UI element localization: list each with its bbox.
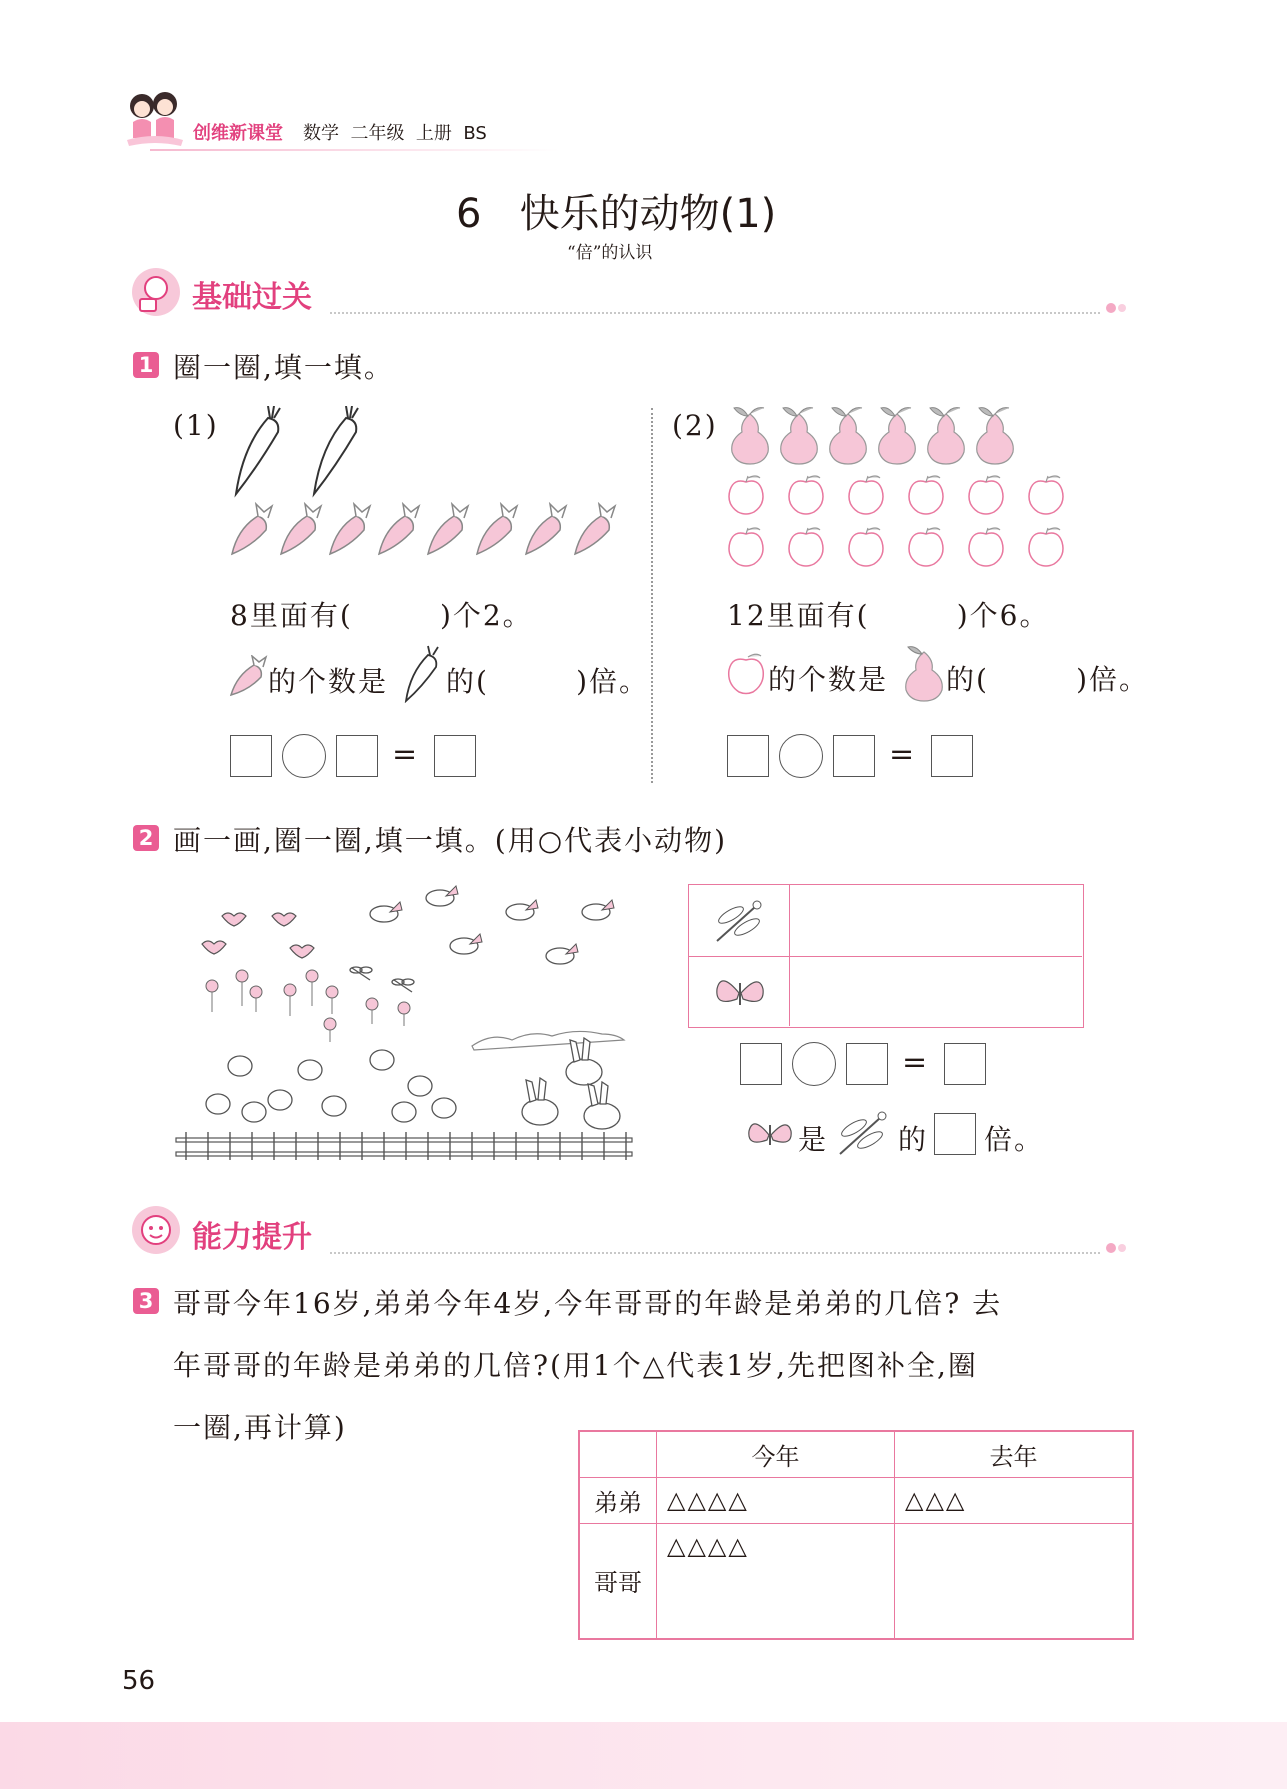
answer-box[interactable] <box>727 735 769 777</box>
pears-illustration <box>726 404 1026 466</box>
radishes-illustration <box>228 406 378 498</box>
bottom-decoration-band <box>0 1722 1287 1789</box>
section-basic-icon <box>130 266 182 318</box>
q1-part2-line2a: 的个数是 <box>768 663 889 696</box>
answer-box[interactable] <box>931 735 973 777</box>
operator-circle[interactable] <box>779 734 823 778</box>
pear-icon <box>900 644 946 702</box>
section-advanced-title: 能力提升 <box>192 1220 312 1255</box>
q1-prompt: 圈一圈,填一填。 <box>173 351 394 384</box>
radish-icon <box>400 645 442 703</box>
table-header: 去年 <box>895 1431 1134 1477</box>
header-underline <box>150 149 560 151</box>
answer-box[interactable] <box>336 735 378 777</box>
q1-part2-label: (2) <box>672 409 718 442</box>
q2-sentence-a: 是 <box>798 1123 829 1156</box>
q1-part1-label: (1) <box>173 409 219 442</box>
carrot-icon <box>228 655 268 699</box>
q1-part1-line2a: 的个数是 <box>268 665 389 698</box>
table-row-label: 弟弟 <box>579 1477 657 1523</box>
operator-circle[interactable] <box>792 1042 836 1086</box>
answer-box[interactable] <box>944 1043 986 1085</box>
operator-circle[interactable] <box>282 734 326 778</box>
dragonfly-icon <box>834 1110 892 1158</box>
animals-scene-illustration <box>172 876 642 1166</box>
equals-sign: = <box>889 737 915 772</box>
q1-parts-divider <box>651 408 653 783</box>
apples-illustration <box>726 474 1076 570</box>
q1-part1-line2b: 的( )倍。 <box>446 665 650 698</box>
equals-sign: = <box>392 737 418 772</box>
answer-box[interactable] <box>934 1113 976 1155</box>
answer-box[interactable] <box>230 735 272 777</box>
q2-sentence-b: 的 <box>898 1123 929 1156</box>
q1-part2-line1: 12里面有( )个6。 <box>727 599 1050 632</box>
lesson-subtitle: “倍”的认识 <box>567 243 653 263</box>
section-advanced-icon <box>130 1204 182 1256</box>
table-cell: △△△ <box>895 1477 1134 1523</box>
table-corner <box>579 1431 657 1477</box>
dragonfly-icon <box>709 897 769 945</box>
table-cell: △△△△ <box>657 1477 895 1523</box>
table-header: 今年 <box>657 1431 895 1477</box>
section-advanced-divider <box>330 1252 1100 1254</box>
section-basic-divider <box>330 312 1100 314</box>
section-basic-title: 基础过关 <box>192 280 312 315</box>
apple-icon <box>726 652 766 696</box>
carrots-illustration <box>228 502 628 558</box>
answer-box[interactable] <box>740 1043 782 1085</box>
q3-number-badge: 3 <box>133 1288 159 1314</box>
q3-line3: 一圈,再计算) <box>173 1411 347 1444</box>
q2-sentence-c: 倍。 <box>984 1123 1045 1156</box>
table-row-label: 哥哥 <box>579 1523 657 1639</box>
lesson-title: 6 快乐的动物(1) <box>456 191 777 237</box>
header-meta: 数学 二年级 上册 BS <box>303 123 487 144</box>
section-advanced-dots <box>1105 1240 1129 1256</box>
q1-number-badge: 1 <box>133 352 159 378</box>
table-cell: △△△△ <box>657 1523 895 1639</box>
butterfly-icon <box>746 1115 794 1153</box>
answer-box[interactable] <box>434 735 476 777</box>
header-series: 创维新课堂 <box>193 123 283 144</box>
table-cell[interactable] <box>895 1523 1134 1639</box>
q2-drawing-table <box>688 884 1084 1028</box>
q3-age-table <box>578 1430 1134 1640</box>
q2-number-badge: 2 <box>133 825 159 851</box>
butterfly-icon <box>713 971 767 1013</box>
q3-line1: 哥哥今年16岁,弟弟今年4岁,今年哥哥的年龄是弟弟的几倍? 去 <box>173 1287 1003 1320</box>
q1-part2-line2b: 的( )倍。 <box>946 663 1150 696</box>
page-number: 56 <box>122 1666 156 1696</box>
q2-prompt: 画一画,圈一圈,填一填。(用○代表小动物) <box>173 824 728 857</box>
header-mascot <box>125 88 185 150</box>
q1-part1-line1: 8里面有( )个2。 <box>230 599 533 632</box>
section-basic-dots <box>1105 300 1129 316</box>
answer-box[interactable] <box>846 1043 888 1085</box>
equals-sign: = <box>902 1045 928 1080</box>
q3-line2: 年哥哥的年龄是弟弟的几倍?(用1个△代表1岁,先把图补全,圈 <box>173 1349 978 1382</box>
answer-box[interactable] <box>833 735 875 777</box>
